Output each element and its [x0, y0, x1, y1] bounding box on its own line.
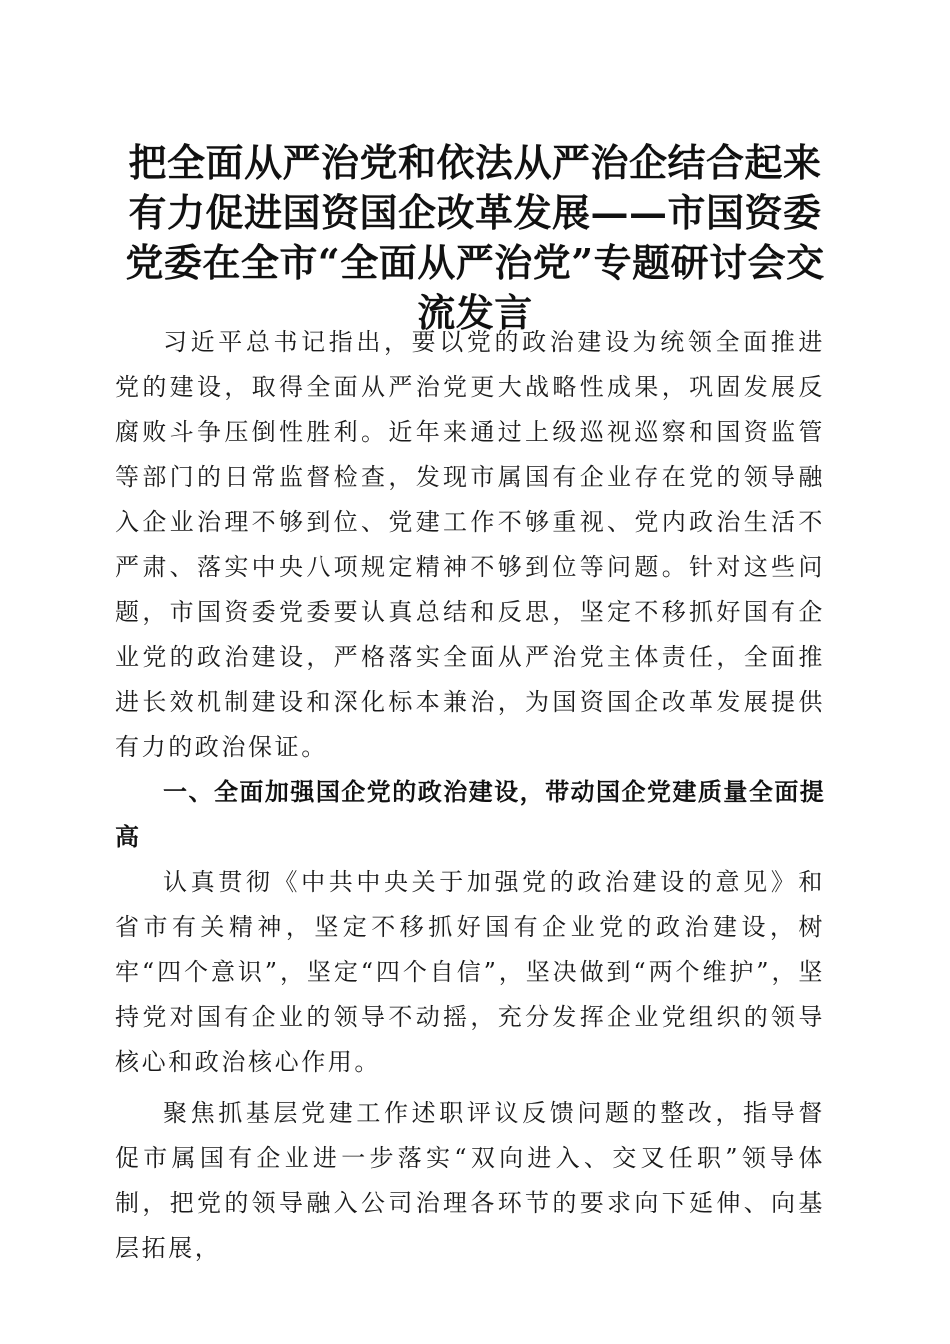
document-title: 把全面从严治党和依法从严治企结合起来有力促进国资国企改革发展——市国资委党委在全市“全面从严治党”专题研讨会交流发言: [125, 140, 825, 335]
intro-paragraph: 习近平总书记指出，要以党的政治建设为统领全面推进党的建设，取得全面从严治党更大战略性成果，巩固发展反腐败斗争压倒性胜利。近年来通过上级巡视巡察和国资监管等部门的日常监督检查，发现市属国有企业存在党的领导融入企业治理不够到位、党建工作不够重视、党内政治生活不严肃、落实中央八项规定精神不够到位等问题。针对这些问题，市国资委党委要认真总结和反思，坚定不移抓好国有企业党的政治建设，严格落实全面从严治党主体责任，全面推进长效机制建设和深化标本兼治，为国资国企改革发展提供有力的政治保证。: [115, 328, 825, 761]
document-body: [115, 320, 825, 1271]
section-1-paragraph-1: 认真贯彻《中共中央关于加强党的政治建设的意见》和省市有关精神，坚定不移抓好国有企业党的政治建设，树牢“四个意识”，坚定“四个自信”，坚决做到“两个维护”，坚持党对国有企业的领导不动摇，充分发挥企业党组织的领导核心和政治核心作用。: [115, 868, 825, 1076]
section-heading-1: 一、全面加强国企党的政治建设，带动国企党建质量全面提高: [115, 778, 825, 851]
section-1-paragraph-2: 聚焦抓基层党建工作述职评议反馈问题的整改，指导督促市属国有企业进一步落实“双向进入、交叉任职”领导体制，把党的领导融入公司治理各环节的要求向下延伸、向基层拓展，: [115, 1099, 825, 1262]
